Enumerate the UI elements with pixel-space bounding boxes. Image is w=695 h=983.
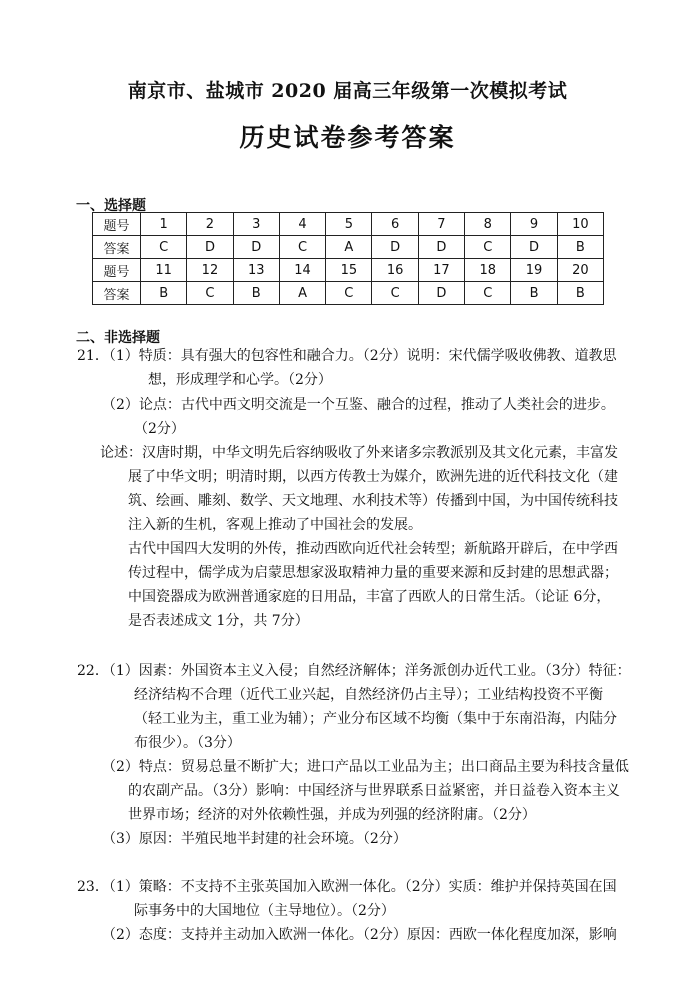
answer-line: 论述：汉唐时期，中华文明先后容纳吸收了外来诸多宗教派别及其文化元素，丰富发 xyxy=(100,445,618,461)
table-cell: 18 xyxy=(465,259,511,282)
document-subtitle: 历史试卷参考答案 xyxy=(239,123,456,152)
table-row-label: 题号 xyxy=(93,213,141,236)
table-cell: B xyxy=(141,282,187,305)
table-cell: C xyxy=(326,282,372,305)
answer-line: （2）特点：贸易总量不断扩大；进口产品以工业品为主；出口商品主要为科技含量低 xyxy=(102,759,629,775)
table-cell: C xyxy=(465,236,511,259)
answer-line: 布很少）。（3分） xyxy=(134,735,241,751)
table-cell: A xyxy=(279,282,325,305)
table-cell: 14 xyxy=(279,259,325,282)
answer-line: （2）态度：支持并主动加入欧洲一体化。（2分）原因：西欧一体化程度加深，影响 xyxy=(102,927,617,943)
table-cell: 7 xyxy=(418,213,464,236)
table-cell: 6 xyxy=(372,213,418,236)
answer-line: 传过程中，儒学成为启蒙思想家汲取精神力量的重要来源和反封建的思想武器； xyxy=(128,565,618,581)
answer-line: 际事务中的大国地位（主导地位）。（2分） xyxy=(134,903,395,919)
table-cell: D xyxy=(511,236,557,259)
table-cell: 13 xyxy=(233,259,279,282)
table-cell: C xyxy=(141,236,187,259)
table-cell: 5 xyxy=(326,213,372,236)
table-cell: D xyxy=(233,236,279,259)
table-row-label: 题号 xyxy=(93,259,141,282)
table-cell: D xyxy=(418,236,464,259)
table-cell: B xyxy=(557,236,603,259)
answer-table xyxy=(92,212,604,305)
answer-line: 古代中国四大发明的外传，推动西欧向近代社会转型；新航路开辟后，在中学西 xyxy=(128,541,618,557)
table-cell: D xyxy=(418,282,464,305)
answer-line: 世界市场；经济的对外依赖性强，并成为列强的经济附庸。（2分） xyxy=(128,807,536,823)
table-row xyxy=(93,282,604,305)
answer-line: 是否表述成文 1分，共 7分） xyxy=(128,613,309,629)
answer-line: 23．（1）策略：不支持不主张英国加入欧洲一体化。（2分）实质：维护并保持英国在国 xyxy=(77,879,617,895)
table-cell: 10 xyxy=(557,213,603,236)
answer-line: 注入新的生机，客观上推动了中国社会的发展。 xyxy=(128,517,422,533)
section-non-choice-heading: 二、非选择题 xyxy=(76,330,160,346)
table-cell: D xyxy=(372,236,418,259)
answer-line: （2）论点：古代中西文明交流是一个互鉴、融合的过程，推动了人类社会的进步。 xyxy=(102,397,615,413)
table-cell: 2 xyxy=(187,213,233,236)
table-cell: 15 xyxy=(326,259,372,282)
section-multiple-choice-heading: 一、选择题 xyxy=(76,198,146,214)
table-cell: 3 xyxy=(233,213,279,236)
table-cell: 16 xyxy=(372,259,418,282)
table-cell: C xyxy=(187,282,233,305)
table-cell: B xyxy=(557,282,603,305)
table-row-label: 答案 xyxy=(93,282,141,305)
exam-title: 南京市、盐城市 2020 届高三年级第一次模拟考试 xyxy=(127,80,568,102)
answer-line: 22．（1）因素：外国资本主义入侵；自然经济解体；洋务派创办近代工业。（3分）特征： xyxy=(77,663,631,679)
answer-line: 21．（1）特质：具有强大的包容性和融合力。（2分）说明：宋代儒学吸收佛教、道教思 xyxy=(77,348,617,364)
table-cell: A xyxy=(326,236,372,259)
table-cell: 11 xyxy=(141,259,187,282)
table-row xyxy=(93,213,604,236)
answer-line: （3）原因：半殖民地半封建的社会环境。（2分） xyxy=(102,831,407,847)
table-cell: 17 xyxy=(418,259,464,282)
answer-line: 展了中华文明；明清时期，以西方传教士为媒介，欧洲先进的近代科技文化（建 xyxy=(128,469,618,485)
table-cell: 19 xyxy=(511,259,557,282)
table-cell: 1 xyxy=(141,213,187,236)
answer-line: 的农副产品。（3分）影响：中国经济与世界联系日益紧密，并日益卷入资本主义 xyxy=(128,783,620,799)
table-cell: B xyxy=(511,282,557,305)
table-row-label: 答案 xyxy=(93,236,141,259)
answer-line: 中国瓷器成为欧洲普通家庭的日用品，丰富了西欧人的日常生活。（论证 6分， xyxy=(128,589,611,605)
table-cell: 4 xyxy=(279,213,325,236)
table-row xyxy=(93,259,604,282)
answer-line: 筑、绘画、雕刻、数学、天文地理、水利技术等）传播到中国，为中国传统科技 xyxy=(128,493,618,509)
table-cell: 9 xyxy=(511,213,557,236)
table-cell: B xyxy=(233,282,279,305)
table-cell: D xyxy=(187,236,233,259)
table-cell: 8 xyxy=(465,213,511,236)
table-cell: C xyxy=(372,282,418,305)
table-cell: 12 xyxy=(187,259,233,282)
answer-line: （2分） xyxy=(134,421,185,437)
table-cell: 20 xyxy=(557,259,603,282)
table-row xyxy=(93,236,604,259)
table-cell: C xyxy=(465,282,511,305)
answer-line: 想，形成理学和心学。（2分） xyxy=(148,372,332,388)
answer-line: 经济结构不合理（近代工业兴起，自然经济仍占主导）；工业结构投资不平衡 xyxy=(134,687,603,703)
answer-line: （轻工业为主，重工业为辅）；产业分布区域不均衡（集中于东南沿海，内陆分 xyxy=(134,711,617,727)
table-cell: C xyxy=(279,236,325,259)
